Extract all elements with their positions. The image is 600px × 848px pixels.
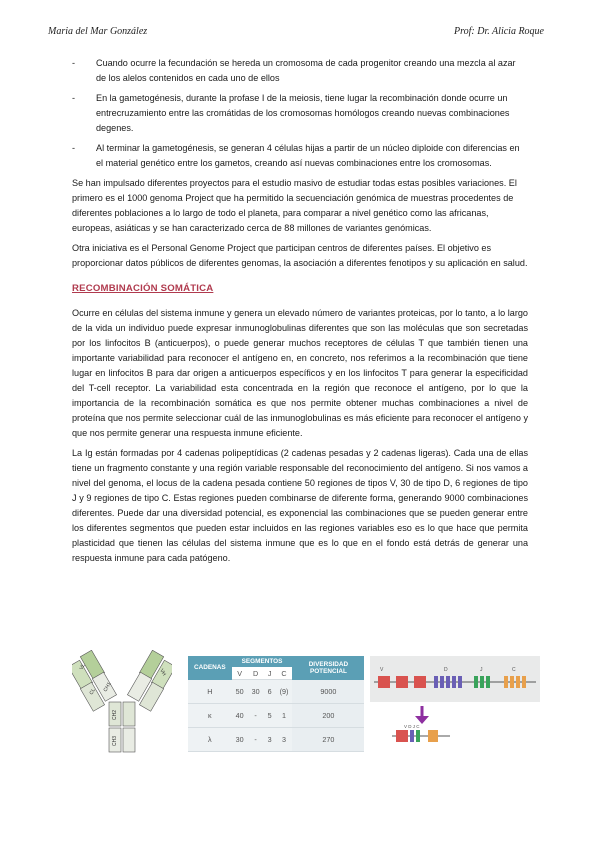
label-vh: VH (158, 668, 167, 678)
v-segments (378, 676, 426, 688)
bullet-text: Cuando ocurre la fecundación se hereda un cromosoma de cada progenitor creando una mezcla al azar de los alelos contenidos en cada uno de ellos (96, 58, 516, 83)
bullet-dash: - (72, 143, 76, 153)
bullet-item (72, 56, 528, 86)
cell-chain: H (188, 680, 232, 704)
sub-c: C (276, 667, 293, 680)
col-segmentos: SEGMENTOS (232, 656, 293, 667)
antibody-diagram (72, 650, 172, 760)
cell-c: (9) (276, 680, 293, 704)
cell-v: 40 (232, 704, 248, 728)
cell-div: 270 (292, 728, 364, 752)
j-segments (474, 676, 490, 688)
paragraph-somatic: Ocurre en células del sistema inmune y genera un elevado número de variantes proteicas, por lo tanto, a lo largo de la vida un individuo puede expresar inmunoglobulinas diferentes que son las moléculas que son secretadas por los linfocitos B (anticuerpos), o puede generar muchos receptores de células T que también tienen una importante variabilidad para reconocer el antígeno en, en concreto, nos referimos a la recombinación que tiene lugar en linfocitos B para dar origen a anticuerpos específicos y en los linfocitos T para generar la especificidad del T-cell receptor. La variabilidad esta concentrada en la región que reconoce el antígeno, por lo que la importancia de la recombinación somática es que nos permite obtener muchas combinaciones a nivel de proteína que nos permite seleccionar cuál de las inmunoglobulinas es más eficiente para reconocer el antígeno y que nos permite generar una respuesta inmune eficiente. (72, 308, 528, 438)
gene-segment-map (370, 656, 540, 756)
table-row (188, 704, 364, 728)
paragraph-ig: La Ig están formadas por 4 cadenas polipeptídicas (2 cadenas pesadas y 2 cadenas ligeras). Cada una de ellas tiene un fragmento constante y una región variable responsable del reconocimiento del antígeno. Si nos vamos a nivel del genoma, el locus de la cadena pesada contiene 50 regiones de tipos V, 30 de tipo D, 6 regiones de tipo J y 9 regiones de tipo C. Estas regiones pueden combinarse de diferente forma, generando 9000 combinaciones diferentes. Puede dar una diversidad potencial, es exponencial las combinaciones que se pueden generar entre los diferentes segmentos que pueden estar incluidos en las regiones variables eso es lo que hace que permita plasticidad que tienen las células del sistema inmune que es lo que en el fondo está detrás de generar una respuesta inmune para cada patógeno. (72, 448, 528, 563)
label-cl: CL (88, 687, 97, 696)
cell-v: 30 (232, 728, 248, 752)
map-label-c: C (512, 667, 516, 673)
map-label-v: V (380, 667, 384, 673)
label-ch3: CH3 (112, 735, 118, 746)
segments-table (188, 656, 364, 752)
document-body (72, 56, 528, 571)
col-diversidad: DIVERSIDAD POTENCIAL (292, 656, 364, 680)
cell-d: - (248, 728, 264, 752)
header-author: Maria del Mar González (48, 26, 148, 37)
map-label-j: J (480, 667, 483, 673)
paragraph-personal-genome: Otra iniciativa es el Personal Genome Project que participan centros de diferentes países. El objetivo es proporcionar datos públicos de diferentes genomas, la asociación a diferentes fenotipos y su aplicación en salud. (72, 243, 528, 268)
cell-div: 9000 (292, 680, 364, 704)
cell-c: 1 (276, 704, 293, 728)
cell-c: 3 (276, 728, 293, 752)
figure-immunoglobulin (72, 650, 542, 760)
sub-j: J (264, 667, 276, 680)
arrow-icon (415, 706, 429, 724)
cell-div: 200 (292, 704, 364, 728)
cell-d: 30 (248, 680, 264, 704)
header-professor: Prof: Dr. Alicia Roque (454, 26, 544, 37)
label-vl: VL (78, 662, 87, 671)
section-title: RECOMBINACIÓN SOMÁTICA (72, 283, 214, 294)
recombined-label: V D J C (404, 724, 420, 729)
cell-j: 6 (264, 680, 276, 704)
map-label-d: D (444, 667, 448, 673)
cell-j: 3 (264, 728, 276, 752)
cell-chain: λ (188, 728, 232, 752)
bullet-item (72, 141, 528, 171)
cell-d: - (248, 704, 264, 728)
sub-v: V (232, 667, 248, 680)
col-cadenas: CADENAS (188, 656, 232, 680)
paragraph-projects: Se han impulsado diferentes proyectos para el estudio masivo de estudiar todas estas posibles variaciones. El primero es el 1000 genoma Project que ha permitido la secuenciación genómica de muestras procedentes de diferentes poblaciones a lo largo de todo el planeta, para comparar a nivel genético como las africanas, europeas, asiáticas y se han caracterizado cerca de 88 millones de variantes genómicas. (72, 178, 517, 233)
bullet-item (72, 91, 528, 136)
bullet-text: Al terminar la gametogénesis, se generan 4 células hijas a partir de un núcleo diploide con diferencias en el material genético entre los gametos, creando así nuevas combinaciones entre los cromosomas. (96, 143, 520, 168)
cell-chain: κ (188, 704, 232, 728)
recombined-segment (392, 724, 450, 742)
bullet-dash: - (72, 58, 76, 68)
bullet-dash: - (72, 93, 76, 103)
sub-d: D (248, 667, 264, 680)
table-row (188, 680, 364, 704)
label-ch1: CH1 (102, 681, 113, 693)
label-ch2: CH2 (112, 709, 118, 720)
cell-v: 50 (232, 680, 248, 704)
table-row (188, 728, 364, 752)
cell-j: 5 (264, 704, 276, 728)
bullet-text: En la gametogénesis, durante la profase I de la meiosis, tiene lugar la recombinación donde ocurre un entrecruzamiento entre las cromátidas de los cromosomas homólogos creando nuevas combinaciones degenes. (96, 93, 510, 133)
